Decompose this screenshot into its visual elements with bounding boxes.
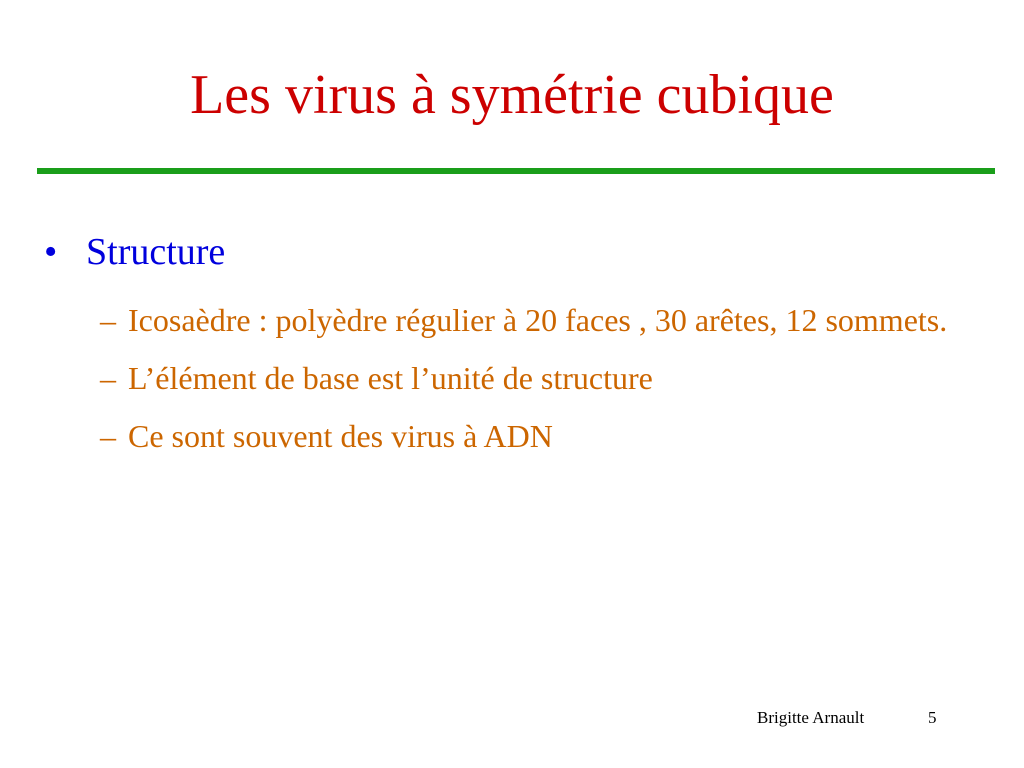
sub-bullet-item — [0, 356, 998, 400]
footer-page-number: 5 — [928, 708, 937, 727]
dash-icon: – — [100, 418, 116, 454]
sub-bullet-list — [0, 298, 1024, 472]
dash-icon: – — [100, 360, 116, 396]
title-divider — [37, 168, 995, 174]
sub-bullet-item — [0, 298, 998, 342]
sub-bullet-item — [0, 414, 998, 458]
bullet-item-structure — [44, 230, 225, 276]
dash-icon: – — [100, 302, 116, 338]
bullet-dot-icon: • — [44, 231, 58, 273]
sub-bullet-text: Ce sont souvent des virus à ADN — [128, 418, 553, 454]
footer-author: Brigitte Arnault — [757, 708, 865, 727]
bullet-label: Structure — [86, 231, 226, 273]
slide-title: Les virus à symétrie cubique — [190, 64, 834, 126]
sub-bullet-text: Icosaèdre : polyèdre régulier à 20 faces , 30 arêtes, 12 sommets. — [128, 302, 948, 338]
sub-bullet-text: L’élément de base est l’unité de structure — [128, 360, 653, 396]
